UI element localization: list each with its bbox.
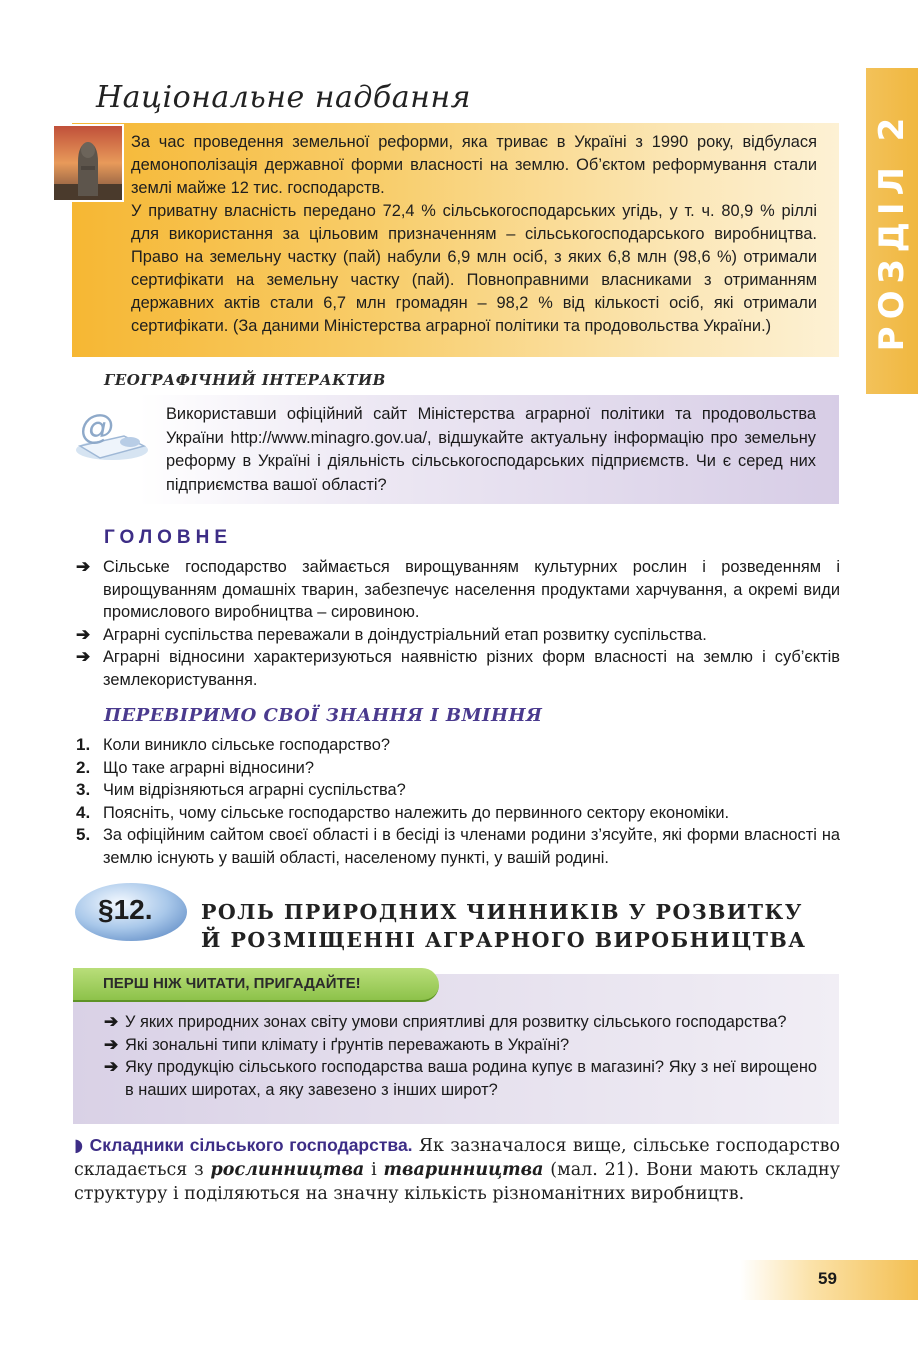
list-item: ➔ Сільське господарство займається вирощуванням культурних рослин і розведенням і вирощуванням домашніх тварин, забезпечує населення продуктами харчування, а окремі види промислового виробництва – сировиною. [76, 557, 840, 621]
page-number: 59 [818, 1269, 837, 1288]
question-item: 2. Що таке аграрні відносини? [76, 757, 314, 777]
stone-statue-image [52, 124, 124, 202]
body-paragraph: ◗ Складники сільського господарства. Як зазначалося вище, сільське господарство складається з рослинництва і тваринництва (мал. 21). Вони мають складну структуру і поділяються на значну кількість різноманітних виробництв. [74, 1135, 840, 1204]
paragraph-title: РОЛЬ ПРИРОДНИХ ЧИННИКІВ У РОЗВИТКУ Й РОЗМІЩЕННІ АГРАРНОГО ВИРОБНИЦТВА [201, 900, 807, 952]
bullet-icon: ◗ [74, 1136, 90, 1156]
arrow-icon: ➔ [104, 1057, 119, 1076]
remember-list [104, 1011, 817, 1101]
arrow-icon: ➔ [76, 624, 91, 644]
questions-list [76, 734, 840, 869]
list-item: ➔ Аграрні відносини характеризуються наявністю різних форм власності на землю і суб’єктів землекористування. [76, 647, 840, 689]
heritage-paragraph: За час проведення земельної реформи, яка триває в Україні з 1990 року, відбулася демонополізація державної форми власності на землю. Об’єктом реформування стали землі майже 12 тис. господарств. [131, 133, 817, 197]
remember-tab [73, 968, 439, 1002]
interactive-text: Використавши офіційний сайт Міністерства аграрної політики та продовольства України http://www.minagro.gov.ua/, відшукайте актуальну інформацію про земельну реформу в Україні і діяльність сільськогосподарських підприємств. Чи є серед них підприємства вашої області? [166, 405, 816, 494]
email-at-icon [72, 402, 152, 468]
list-item: ➔ Аграрні суспільства переважали в доіндустріальний етап розвитку суспільства. [76, 624, 840, 647]
question-item: 1. Коли виникло сільське господарство? [76, 735, 390, 754]
chapter-label: РОЗДІЛ 2 [872, 110, 912, 352]
question-item: 5. За офіційним сайтом своєї області і в бесіді із членами родини з’ясуйте, які форми власності на землю існують у вашій області, населеному пункті, у вашій родині. [76, 825, 840, 867]
check-heading: ПЕРЕВІРИМО СВОЇ ЗНАННЯ І ВМІННЯ [104, 705, 543, 726]
question-item: 4. Поясніть, чому сільське господарство належить до первинного сектору економіки. [76, 802, 730, 822]
list-item: ➔ Яку продукцію сільського господарства ваша родина купує в магазині? Яку з неї вирощено в наших широтах, а яку завезено з інших широт? [104, 1057, 817, 1099]
section-lead: Складники сільського господарства. [89, 1135, 413, 1155]
heritage-title: Національне надбання [96, 80, 472, 115]
main-points-list [76, 556, 840, 691]
svg-text:@: @ [80, 407, 114, 447]
arrow-icon: ➔ [76, 647, 91, 666]
list-item: ➔ У яких природних зонах світу умови сприятливі для розвитку сільського господарства? [104, 1011, 817, 1034]
paragraph-badge [72, 880, 190, 944]
heritage-paragraph: У приватну власність передано 72,4 % сільськогосподарських угідь, у т. ч. 80,9 % ріллі для використання за цільовим призначенням – сільськогосподарського виробництва. Право на земельну частку (пай) набули 6,9 млн осіб, з яких 6,8 млн (98,6 %) отримали сертифікати на земельну частку (пай). Повноправними власниками з отриманням державних актів стали 6,7 млн громадян – 98,2 % від кількості осіб, які отримали сертифікати. (За даними Міністерства аграрної політики та продовольства України.) [131, 202, 817, 335]
arrow-icon: ➔ [104, 1012, 119, 1031]
chapter-side-tab [866, 68, 918, 394]
question-item: 3. Чим відрізняються аграрні суспільства? [76, 780, 406, 799]
arrow-icon: ➔ [76, 557, 91, 576]
main-points-heading: ГОЛОВНЕ [104, 527, 233, 548]
arrow-icon: ➔ [104, 1034, 119, 1054]
list-item: ➔ Які зональні типи клімату і ґрунтів переважають в Україні? [104, 1034, 817, 1057]
remember-tab-label: ПЕРШ НІЖ ЧИТАТИ, ПРИГАДАЙТЕ! [103, 975, 361, 992]
interactive-label: ГЕОГРАФІЧНИЙ ІНТЕРАКТИВ [104, 371, 386, 389]
heritage-text [131, 131, 817, 338]
paragraph-number: §12. [98, 894, 153, 925]
